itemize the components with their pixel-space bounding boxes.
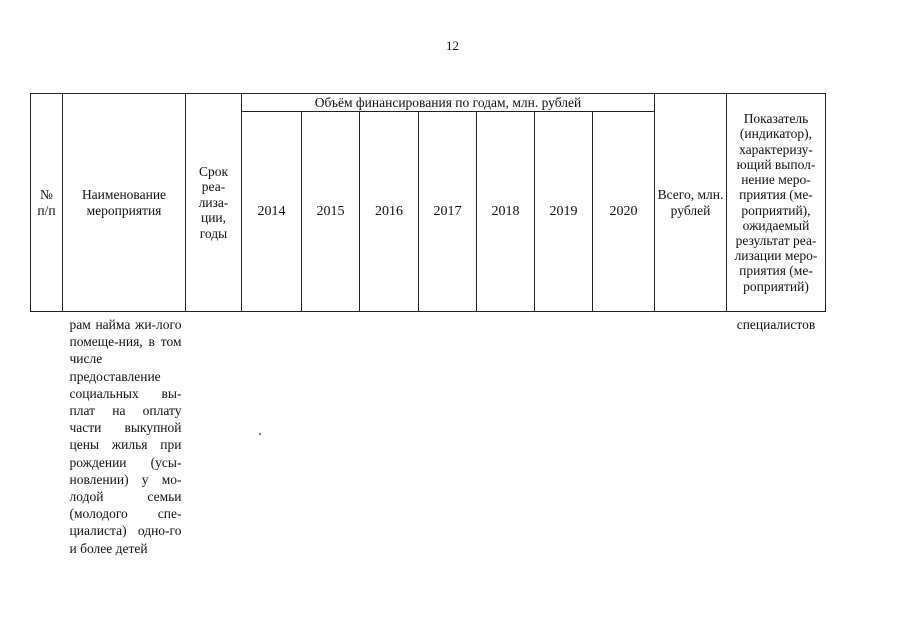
- financing-table: [30, 93, 826, 557]
- header-term: Срок реа-лиза-ции, годы: [186, 94, 242, 312]
- cell-event-name: рам найма жи-лого помеще-ния, в том числе предоставление социальных вы-плат на оплату части выкупной цены жилья при рождении (усы-новлении) у мо-лодой семьи (молодого спе-циалиста) одно-го и более детей: [69, 317, 182, 556]
- header-financing-group: Объём финансирования по годам, млн. рублей: [242, 94, 655, 112]
- header-year-2015: 2015: [302, 112, 360, 312]
- table-row: [31, 312, 826, 557]
- cell-total: [655, 312, 727, 557]
- header-total: Всего, млн. рублей: [655, 94, 727, 312]
- cell-indicator: специалистов: [736, 317, 816, 332]
- header-year-2016: 2016: [360, 112, 419, 312]
- header-year-2017: 2017: [419, 112, 477, 312]
- header-num: № п/п: [31, 94, 63, 312]
- cell-2018: [477, 312, 535, 557]
- header-name: Наименование мероприятия: [63, 94, 186, 312]
- header-year-2020: 2020: [593, 112, 655, 312]
- cell-term: [186, 312, 242, 557]
- header-year-2014: 2014: [242, 112, 302, 312]
- cell-2020: [593, 312, 655, 557]
- cell-2019: [535, 312, 593, 557]
- page-number: 12: [446, 38, 459, 53]
- scan-speck: [259, 433, 261, 435]
- cell-2017: [419, 312, 477, 557]
- cell-2015: [302, 312, 360, 557]
- header-indicator: Показатель (индикатор), характеризу-ющий выпол-нение меро-приятия (ме-роприятий), ожидаемый результат реа-лизации меро-приятия (ме-роприятий): [727, 94, 826, 312]
- cell-num: [31, 312, 63, 557]
- cell-2014: [242, 312, 302, 557]
- header-year-2018: 2018: [477, 112, 535, 312]
- cell-2016: [360, 312, 419, 557]
- header-year-2019: 2019: [535, 112, 593, 312]
